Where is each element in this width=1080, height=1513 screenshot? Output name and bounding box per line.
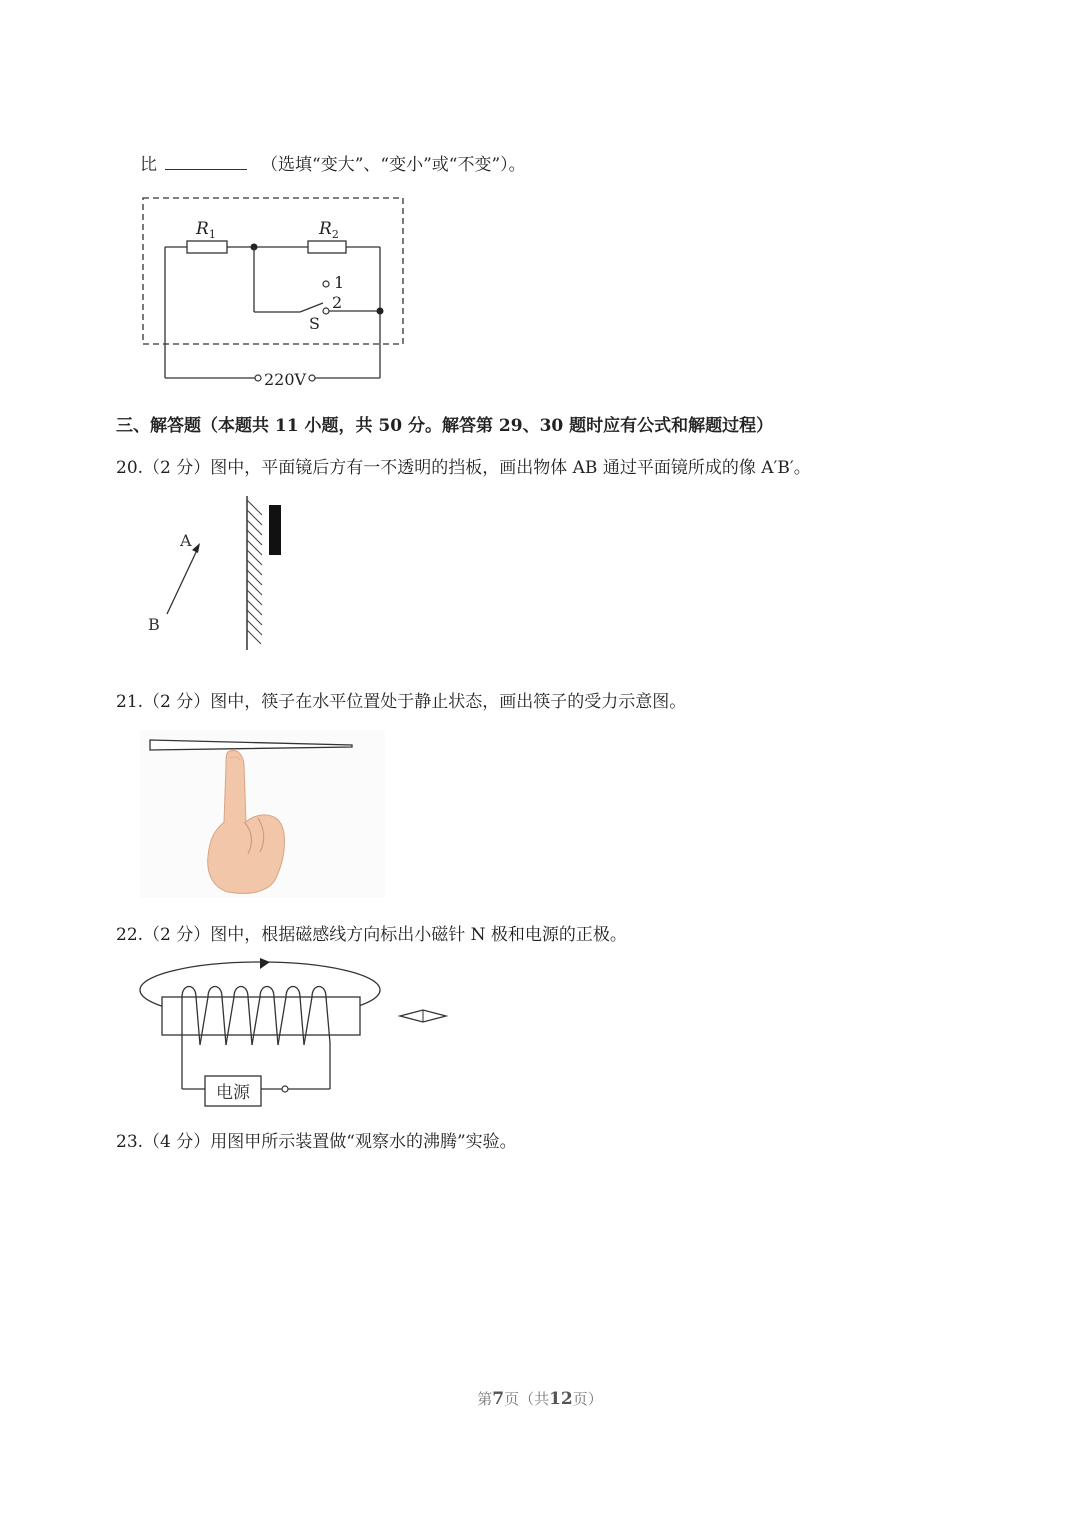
solenoid-core [162, 997, 360, 1035]
label-pos1: 1 [334, 273, 345, 292]
solenoid-figure [130, 955, 460, 1115]
mirror-hatching [247, 500, 262, 644]
label-r2: $R_2$ [319, 219, 339, 241]
label-pos2: 2 [332, 293, 343, 312]
question-21: 21.（2 分）图中，筷子在水平位置处于静止状态，画出筷子的受力示意图。 [116, 692, 687, 712]
junction-dot [377, 308, 384, 315]
arrow-head [192, 543, 200, 553]
opaque-board [269, 505, 281, 555]
dashed-enclosure [143, 198, 403, 344]
field-direction-arrow [260, 958, 270, 969]
switch-blade [300, 303, 323, 312]
resistor-r1 [187, 241, 227, 253]
section-heading: 三、解答题（本题共 11 小题，共 50 分。解答第 29、30 题时应有公式和解题过程） [116, 416, 774, 436]
answer-blank[interactable] [165, 155, 247, 170]
label-b: B [148, 615, 160, 634]
footer-total-pages: 12 [549, 1389, 573, 1409]
footer-mid: 页（共 [504, 1390, 550, 1408]
object-ab [167, 548, 198, 614]
footer-post: 页） [572, 1390, 603, 1408]
question-23: 23.（4 分）用图甲所示装置做“观察水的沸腾”实验。 [116, 1132, 517, 1152]
circuit-diagram [130, 190, 430, 395]
footer-page-number: 7 [492, 1389, 505, 1409]
page-footer [0, 1388, 1080, 1409]
chopstick-figure [140, 730, 390, 900]
question-20: 20.（2 分）图中，平面镜后方有一不透明的挡板，画出物体 AB 通过平面镜所成的像 A′B′。 [116, 458, 811, 478]
label-voltage: 220V [263, 370, 307, 389]
resistor-r2 [308, 241, 346, 253]
label-a: A [180, 531, 192, 550]
q19-prefix: 比 [140, 155, 157, 175]
contact-1 [323, 281, 329, 287]
q19-tail-line [140, 150, 526, 175]
label-r1: $R_1$ [196, 219, 216, 241]
terminal [255, 375, 261, 381]
question-22: 22.（2 分）图中，根据磁感线方向标出小磁针 N 极和电源的正极。 [116, 925, 627, 945]
footer-pre: 第 [477, 1390, 493, 1408]
power-source-label: 电源 [216, 1083, 250, 1103]
terminal [309, 375, 315, 381]
q19-suffix: （选填“变大”、“变小”或“不变”）。 [261, 155, 526, 175]
contact-2 [323, 308, 329, 314]
label-switch: S [309, 314, 320, 333]
mirror-figure [140, 490, 300, 655]
